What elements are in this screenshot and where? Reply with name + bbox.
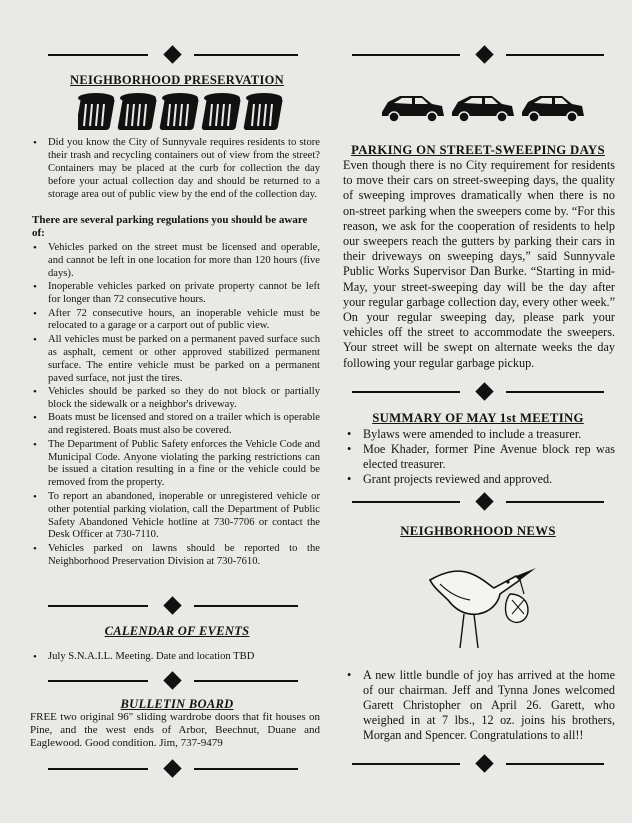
- stork-icon: [424, 558, 544, 656]
- section-divider: [48, 47, 298, 63]
- list-item: • Boats must be licensed and stored on a trailer which is operable and registered. Boats must also be covered.: [33, 412, 320, 437]
- section-divider: [48, 673, 298, 689]
- list-item: • Bylaws were amended to include a treasurer.: [347, 427, 582, 441]
- trash-storage-text: Did you know the City of Sunnyvale requires residents to store their trash and recycling containers out of view from the street? Containers may be placed at the curb for collection the day before your actual collection day and should be returned to a storage area out of public view by the end of the collection day.: [48, 137, 320, 200]
- list-item: • Moe Khader, former Pine Avenue block rep was elected treasurer.: [347, 442, 615, 471]
- list-item: • After 72 consecutive hours, an inoperable vehicle must be relocated to a garage or a carport out of public view.: [33, 307, 320, 332]
- parking-regulations-intro: There are several parking regulations you should be aware of:: [32, 214, 308, 239]
- section-divider: [352, 756, 604, 772]
- list-item: • Vehicles should be parked so they do not block or partially block the sidewalk or a neighbor's driveway.: [33, 385, 320, 410]
- trash-can-icon: [201, 93, 241, 130]
- list-item: • Vehicles parked on the street must be licensed and operable, and cannot be left in one location for more than 120 hours (five days).: [33, 242, 320, 279]
- car-icon: [522, 96, 584, 122]
- summary-list: [343, 427, 615, 487]
- section-divider: [352, 494, 604, 510]
- trash-can-icon: [159, 93, 199, 130]
- list-item: • To report an abandoned, inoperable or unregistered vehicle or other potential parking violation, call the Department of Public Safety Abandoned Vehicle hotline at 730-7706 or contact the Desk Officer at 730-7110.: [33, 490, 320, 541]
- summary-heading: SUMMARY OF MAY 1st MEETING: [372, 411, 584, 425]
- neighborhood-preservation-heading: NEIGHBORHOOD PRESERVATION: [70, 73, 284, 87]
- list-item: • Vehicles parked on lawns should be reported to the Neighborhood Preservation Division at 730-7610.: [33, 542, 320, 567]
- car-icon: [382, 96, 444, 122]
- list-item: • All vehicles must be parked on a permanent paved surface such as asphalt, cement or other approved stabilized permanent surface. The entire vehicle must be parked on a permanent paved surface, not just the tires.: [33, 333, 320, 384]
- list-item: • The Department of Public Safety enforces the Vehicle Code and Municipal Code. Anyone violating the parking restrictions can be issued a citation resulting in a fine or the vehicle could be removed from the property.: [33, 438, 320, 489]
- bulletin-board-text: FREE two original 96" sliding wardrobe doors that fit houses on Pine, and the west ends of Arbor, Beechnut, Duane and Eaglewood. Good condition. Jim, 737-9479: [30, 711, 320, 750]
- trash-cans-row: [78, 92, 288, 132]
- car-icon: [452, 96, 514, 122]
- trash-bullet-list: [30, 137, 320, 202]
- list-item: • A new little bundle of joy has arrived at the home of our chairman. Jeff and Tynna Jones welcomed Garett Christopher on April 26. Garett, who weighed in at 7 lbs., 12 oz. joins his brothers, Morgan and Spencer. Congratulations to all!!: [347, 668, 615, 742]
- news-list: [343, 668, 615, 743]
- trash-can-icon: [78, 93, 115, 130]
- bulletin-board-heading: BULLETIN BOARD: [120, 697, 234, 711]
- calendar-heading: CALENDAR OF EVENTS: [104, 624, 250, 638]
- list-item: • July S.N.A.I.L. Meeting. Date and location TBD: [33, 651, 255, 663]
- section-divider: [352, 384, 604, 400]
- calendar-list: [30, 651, 320, 664]
- section-divider: [352, 47, 604, 63]
- cars-row: [378, 90, 588, 126]
- list-item: • Grant projects reviewed and approved.: [347, 472, 553, 486]
- trash-can-icon: [117, 93, 157, 130]
- parking-heading: PARKING ON STREET-SWEEPING DAYS: [351, 143, 605, 157]
- list-item: • Did you know the City of Sunnyvale requires residents to store their trash and recycling containers out of view from the street? Containers may be placed at the curb for collection the day before your actual collection day and should be returned to a storage area out of public view by the end of the collection day.: [33, 137, 320, 200]
- neighborhood-news-heading: NEIGHBORHOOD NEWS: [400, 524, 556, 538]
- section-divider: [48, 761, 298, 777]
- parking-text: Even though there is no City requirement for residents to move their cars on street-sweeping days, the quality of sweeping improves dramatically when there is no on-street parking when the sweepers come by. “For this reason, we ask for the cooperation of residents to help our sweepers reach the gutters by parking their cars in their driveways on sweeping days,” said Sunnyvale Public Works Supervisor Dan Burke. “Starting in mid-May, your street-sweeping day will be the day after your regular garbage collection day, every other week.” On your regular sweeping day, please park your vehicles off the street to accommodate the sweepers. Your street will be swept on alternate weeks the day following your regular garbage pickup.: [343, 158, 615, 370]
- list-item: • Inoperable vehicles parked on private property cannot be left for longer than 72 consecutive hours.: [33, 281, 320, 306]
- trash-can-icon: [243, 93, 283, 130]
- section-divider: [48, 598, 298, 614]
- parking-regulations-list: [30, 242, 320, 569]
